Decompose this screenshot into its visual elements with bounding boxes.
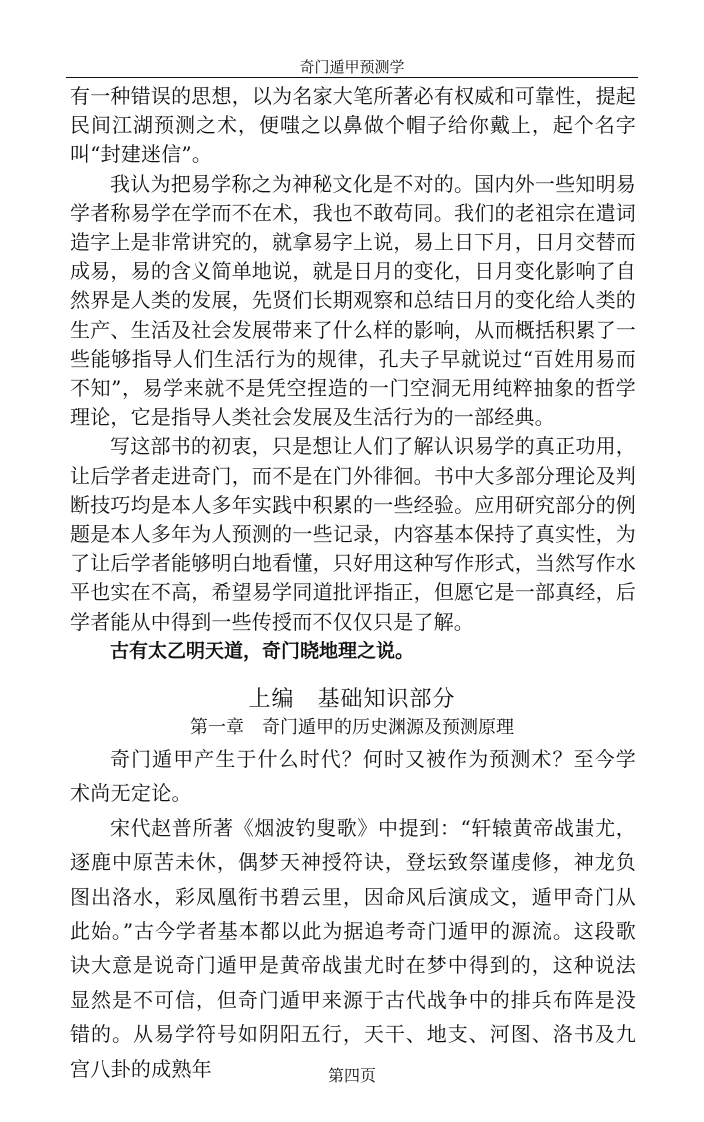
paragraph: 写这部书的初衷，只是想让人们了解认识易学的真正功用，让后学者走进奇门，而不是在门外徘徊。书中大多部分理论及判断技巧均是本人多年实践中积累的一些经验。应用研究部分的例题是本人多年为人预测的一些记录，内容基本保持了真实性，为了让后学者能够明白地看懂，只好用这种写作形式，当然写作水平也实在不高，希望易学同道批评指正，但愿它是一部真经，后学者能从中得到一些传授而不仅仅只是了解。 bbox=[70, 434, 636, 634]
paragraph: 我认为把易学称之为神秘文化是不对的。国内外一些知明易学者称易学在学而不在术，我也不敢苟同。我们的老祖宗在遣词造字上是非常讲究的，就拿易字上说，易上日下月，日月交替而成易，易的含义简单地说，就是日月的变化，日月变化影响了自然界是人类的发展，先贤们长期观察和总结日月的变化给人类的生产、生活及社会发展带来了什么样的影响，从而概括积累了一些能够指导人们生活行为的规律，孔夫子早就说过“百姓用易而不知”，易学来就不是凭空捏造的一门空洞无用纯粹抽象的哲学理论，它是指导人类社会发展及生活行为的一部经典。 bbox=[70, 171, 636, 430]
part-title: 上编 基础知识部分 bbox=[248, 687, 456, 712]
chapter-title: 第一章 奇门遁甲的历史渊源及预测原理 bbox=[190, 717, 514, 738]
paragraph: 宋代赵普所著《烟波钓叟歌》中提到：“轩辕黄帝战蚩尤，逐鹿中原苦未休，偶梦天神授符诀，登坛致祭谨虔修，神龙负图出洛水，彩凤凰衔书碧云里，因命风后演成文，遁甲奇门从此始。”古今学者基本都以此为据追考奇门遁甲的源流。这段歌诀大意是说奇门遁甲是黄帝战蚩尤时在梦中得到的，这种说法显然是不可信，但奇门遁甲来源于古代战争中的排兵布阵是没错的。从易学符号如阴阳五行，天干、地支、河图、洛书及九宫八卦的成熟年 bbox=[70, 815, 636, 1081]
paragraph: 奇门遁甲产生于什么时代？何时又被作为预测术？至今学术尚无定论。 bbox=[70, 747, 636, 806]
bold-quote: 古有太乙明天道，奇门晓地理之说。 bbox=[110, 639, 415, 662]
header-rule bbox=[66, 77, 638, 78]
chapter-text bbox=[70, 742, 636, 1086]
paragraph: 有一种错误的思想，以为名家大笔所著必有权威和可靠性，提起民间江湖预测之术，便嗤之以鼻做个帽子给你戴上，起个名字叫“封建迷信”。 bbox=[70, 84, 636, 167]
preface-text bbox=[70, 82, 636, 666]
running-header: 奇门遁甲预测学 bbox=[299, 58, 405, 76]
page-number: 第四页 bbox=[327, 1066, 376, 1085]
